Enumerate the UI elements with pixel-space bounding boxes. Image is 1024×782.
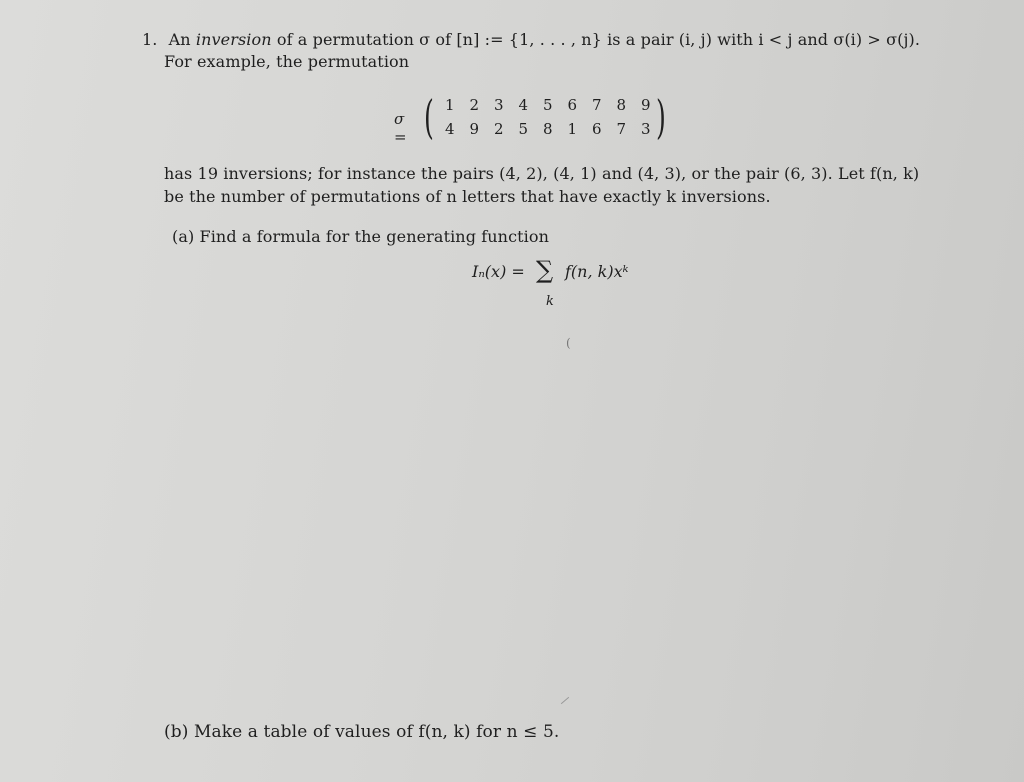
problem-1-line-4: be the number of permutations of n letters that have exactly k inversions.: [164, 187, 771, 206]
matrix-cell: 3: [641, 120, 651, 138]
part-a-text: Find a formula for the generating function: [199, 227, 550, 246]
matrix-bottom-row: [445, 120, 666, 138]
formula-rhs: f(n, k)xᵏ: [565, 262, 629, 281]
left-paren-icon: (: [424, 90, 434, 144]
matrix-cell: 8: [543, 120, 553, 138]
matrix-cell: 5: [518, 120, 529, 138]
matrix-cell: 6: [592, 120, 602, 138]
summation-index: k: [546, 294, 554, 309]
part-b-text: Make a table of values of f(n, k) for n ≤ 5.: [193, 722, 560, 742]
matrix-cell: 4: [518, 96, 529, 114]
part-a-label: (a): [172, 227, 195, 246]
right-paren-icon: ): [656, 90, 666, 144]
matrix-cell: 7: [592, 96, 602, 114]
matrix-top-row: [445, 96, 666, 114]
summation-symbol: ∑: [536, 256, 554, 284]
matrix-cell: 6: [567, 96, 578, 114]
problem-number: 1.: [142, 30, 158, 49]
part-b-label: (b): [164, 722, 189, 742]
matrix-cell: 5: [543, 96, 553, 114]
problem-1-line-1: [142, 30, 920, 49]
matrix-cell: 9: [469, 120, 480, 138]
matrix-cell: 3: [494, 96, 504, 114]
matrix-cell: 2: [469, 96, 480, 114]
line1-post: of a permutation σ of [n] := {1, . . . , n} is a pair (i, j) with i < j and σ(i) > σ(j).: [271, 30, 921, 49]
pen-stroke-icon: [561, 697, 569, 704]
matrix-cell: 2: [494, 120, 504, 138]
sigma-label: σ =: [394, 110, 407, 146]
pen-mark-icon: (: [566, 336, 571, 350]
problem-1-line-3: has 19 inversions; for instance the pairs (4, 2), (4, 1) and (4, 3), or the pair (6, 3). Let f(n, k): [164, 164, 920, 183]
matrix-cell: 1: [445, 96, 455, 114]
inversion-term: inversion: [195, 30, 272, 49]
part-b: [164, 722, 559, 742]
matrix-cell: 9: [641, 96, 651, 114]
line1-pre: An: [168, 30, 196, 49]
formula-lhs: Iₙ(x) =: [472, 262, 525, 281]
matrix-cell: 4: [445, 120, 455, 138]
matrix-cell: 7: [616, 120, 627, 138]
part-a: [172, 227, 549, 246]
matrix-cell: 1: [567, 120, 578, 138]
matrix-cell: 8: [616, 96, 627, 114]
problem-1-line-2: For example, the permutation: [164, 52, 410, 71]
